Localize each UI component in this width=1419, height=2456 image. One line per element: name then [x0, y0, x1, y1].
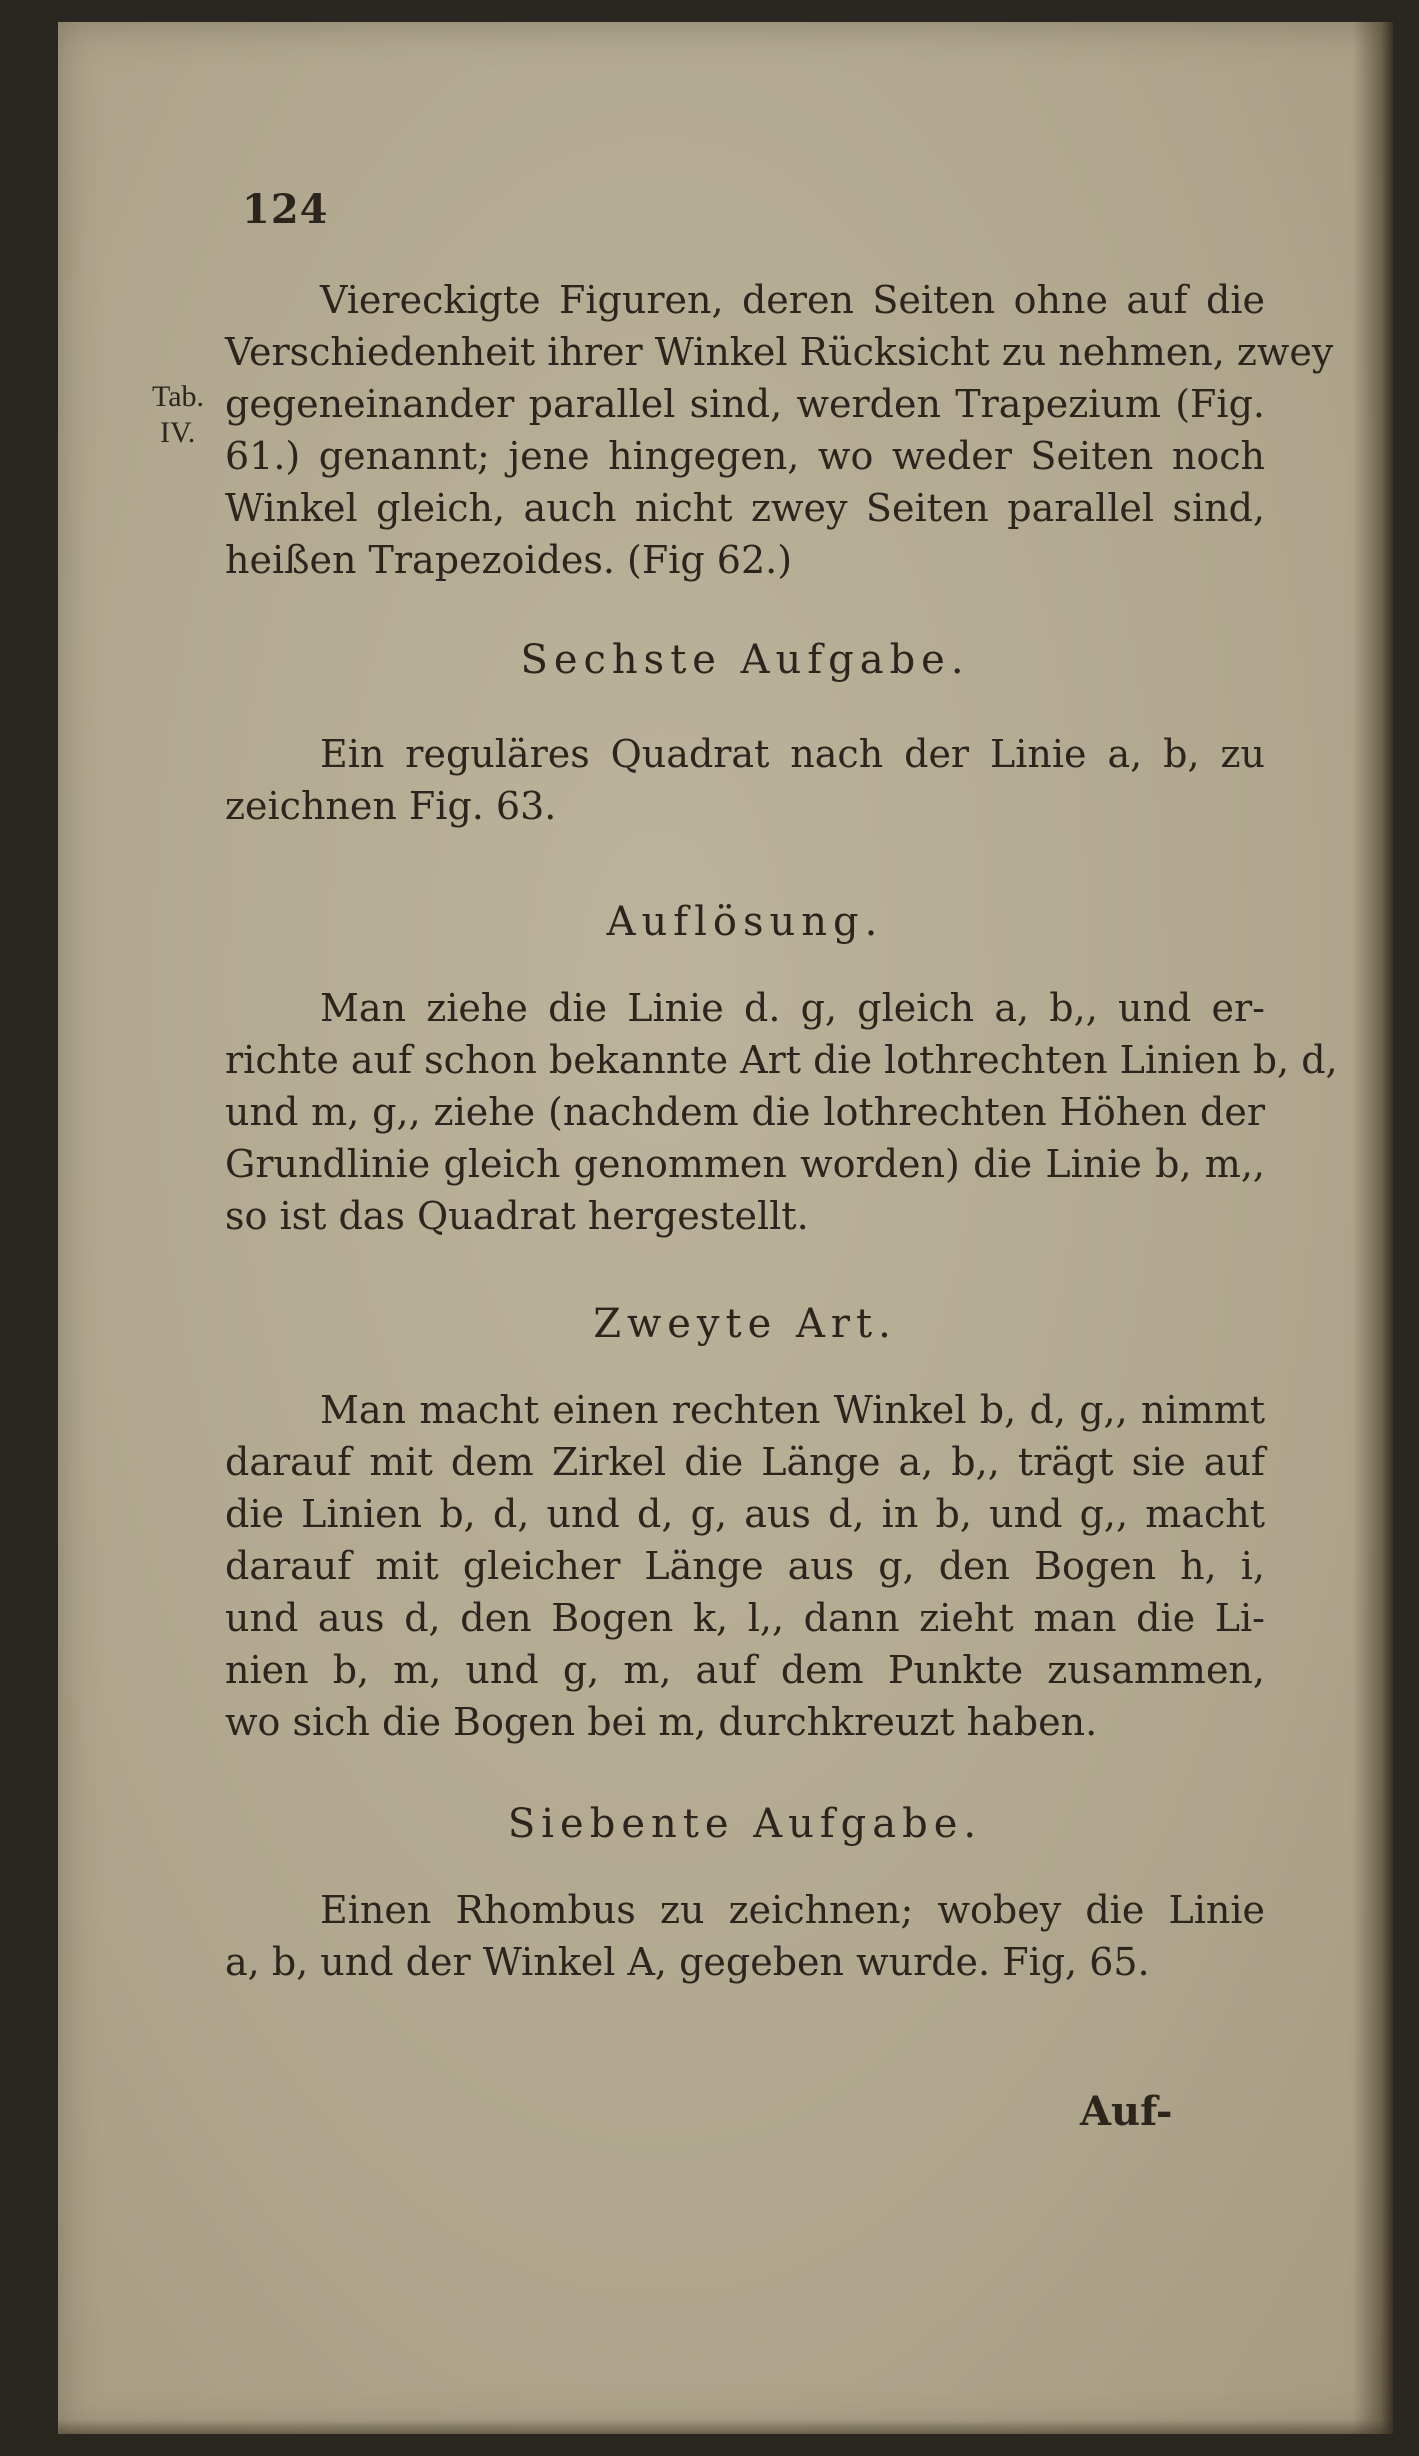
task2-line-1: Einen Rhombus zu zeichnen; wobey die Linie — [320, 1888, 1265, 1932]
paragraph1-line-1: Viereckigte Figuren, deren Seiten ohne auf die — [320, 278, 1265, 322]
task1-line-2: zeichnen Fig. 63. — [225, 784, 557, 828]
paragraph1-line-2: Verschiedenheit ihrer Winkel Rücksicht zu nehmen, zwey — [225, 330, 1334, 374]
paragraph3-line-3: die Linien b, d, und d, g, aus d, in b, und g,, macht — [225, 1492, 1265, 1536]
paragraph1-line-6: heißen Trapezoides. (Fig 62.) — [225, 538, 793, 582]
margin-note-plate: IV. — [160, 416, 196, 449]
page-gutter-shadow — [1353, 22, 1393, 2434]
paragraph2-line-4: Grundlinie gleich genommen worden) die Linie b, m,, — [225, 1142, 1265, 1186]
heading-aufloesung: Auflösung. — [606, 899, 884, 945]
paragraph3-line-4: darauf mit gleicher Länge aus g, den Bogen h, i, — [225, 1544, 1265, 1588]
heading-zweyte-art: Zweyte Art. — [593, 1301, 897, 1347]
page-bottom-edge — [58, 2420, 1393, 2434]
paragraph2-line-5: so ist das Quadrat hergestellt. — [225, 1194, 809, 1238]
page-number: 124 — [242, 186, 329, 233]
margin-note-tab: Tab. — [152, 380, 205, 413]
paragraph3-line-2: darauf mit dem Zirkel die Länge a, b,, trägt sie auf — [225, 1440, 1265, 1484]
heading-sechste-aufgabe: Sechste Aufgabe. — [520, 637, 970, 683]
heading-siebente-aufgabe: Siebente Aufgabe. — [507, 1801, 983, 1847]
task1-line-1: Ein reguläres Quadrat nach der Linie a, b, zu — [320, 732, 1265, 776]
paragraph3-line-1: Man macht einen rechten Winkel b, d, g,, nimmt — [320, 1388, 1265, 1432]
paragraph3-line-5: und aus d, den Bogen k, l,, dann zieht man die Li- — [225, 1596, 1265, 1640]
paragraph2-line-2: richte auf schon bekannte Art die lothrechten Linien b, d, — [225, 1038, 1338, 1082]
paragraph2-line-1: Man ziehe die Linie d. g, gleich a, b,, und er- — [320, 986, 1265, 1030]
paragraph3-line-7: wo sich die Bogen bei m, durchkreuzt haben. — [225, 1700, 1098, 1744]
catchword: Auf- — [1080, 2088, 1173, 2135]
paragraph2-line-3: und m, g,, ziehe (nachdem die lothrechten Höhen der — [225, 1090, 1265, 1134]
paragraph1-line-3: gegeneinander parallel sind, werden Trapezium (Fig. — [225, 382, 1265, 426]
paragraph3-line-6: nien b, m, und g, m, auf dem Punkte zusammen, — [225, 1648, 1265, 1692]
paragraph1-line-5: Winkel gleich, auch nicht zwey Seiten parallel sind, — [225, 486, 1265, 530]
task2-line-2: a, b, und der Winkel A, gegeben wurde. Fig, 65. — [225, 1940, 1150, 1984]
paragraph1-line-4: 61.) genannt; jene hingegen, wo weder Seiten noch — [225, 434, 1265, 478]
